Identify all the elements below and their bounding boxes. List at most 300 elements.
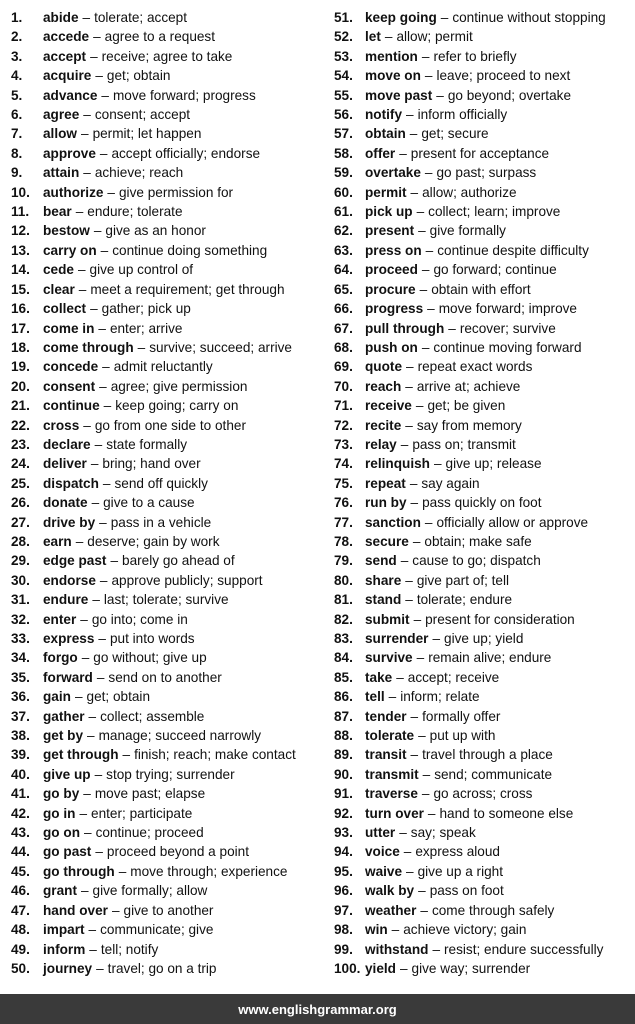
item-number: 23.: [11, 436, 30, 452]
list-item: [334, 47, 634, 66]
item-number: 19.: [11, 359, 30, 375]
list-item: [334, 629, 634, 648]
item-definition: remain alive; endure: [428, 650, 552, 666]
item-number: 41.: [11, 786, 30, 802]
item-definition: inform; relate: [400, 689, 480, 705]
item-word: get by: [43, 728, 84, 744]
item-word: recite: [365, 417, 402, 433]
item-dash: –: [95, 844, 103, 860]
item-definition: give part of; tell: [416, 572, 510, 588]
list-item: [11, 27, 326, 46]
item-definition: give way; surrender: [411, 960, 531, 976]
item-word: transit: [365, 747, 407, 763]
item-number: 93.: [334, 825, 353, 841]
item-word: push on: [365, 339, 418, 355]
item-word: journey: [43, 960, 93, 976]
item-definition: inform officially: [417, 107, 508, 123]
item-number: 65.: [334, 281, 353, 297]
item-word: abide: [43, 10, 79, 25]
list-item: [334, 163, 634, 182]
list-item: [334, 8, 634, 27]
item-definition: continue; proceed: [95, 825, 204, 841]
item-definition: put up with: [429, 728, 496, 744]
item-number: 38.: [11, 728, 30, 744]
item-definition: express aloud: [415, 844, 500, 860]
item-number: 32.: [11, 611, 30, 627]
list-item: [334, 551, 634, 570]
item-number: 87.: [334, 708, 353, 724]
item-definition: officially allow or approve: [436, 514, 589, 530]
item-word: quote: [365, 359, 402, 375]
list-item: [334, 784, 634, 803]
list-item: [11, 707, 326, 726]
list-item: [334, 590, 634, 609]
item-definition: consent; accept: [94, 107, 191, 123]
item-dash: –: [406, 107, 414, 123]
item-definition: present for consideration: [425, 611, 575, 627]
item-number: 36.: [11, 689, 30, 705]
item-dash: –: [406, 359, 414, 375]
item-definition: tolerate; accept: [94, 10, 188, 25]
item-number: 14.: [11, 262, 30, 278]
item-number: 74.: [334, 456, 353, 472]
item-word: acquire: [43, 68, 92, 84]
item-word: press on: [365, 242, 422, 258]
list-item: [334, 862, 634, 881]
item-dash: –: [399, 960, 408, 976]
list-item: [334, 454, 634, 473]
item-number: 5.: [11, 87, 23, 103]
item-definition: finish; reach; make contact: [134, 747, 296, 763]
list-item: [334, 357, 634, 376]
item-dash: –: [102, 359, 110, 375]
item-number: 15.: [11, 281, 30, 297]
item-number: 48.: [11, 922, 30, 938]
item-dash: –: [89, 941, 97, 957]
item-definition: get; be given: [427, 398, 506, 414]
item-word: approve: [43, 145, 96, 161]
item-dash: –: [424, 165, 433, 181]
item-number: 43.: [11, 825, 30, 841]
item-definition: hand to someone else: [439, 805, 574, 821]
item-dash: –: [391, 922, 400, 938]
list-item: [11, 920, 326, 939]
item-word: gather: [43, 708, 85, 724]
list-item: [334, 959, 634, 978]
item-word: obtain: [365, 126, 406, 142]
item-number: 86.: [334, 689, 353, 705]
item-definition: come through safely: [431, 902, 555, 918]
item-dash: –: [101, 87, 109, 103]
item-definition: enter; participate: [91, 805, 193, 821]
list-item: [334, 221, 634, 240]
list-item: [11, 299, 326, 318]
list-item: [334, 299, 634, 318]
item-dash: –: [84, 825, 92, 841]
item-word: overtake: [365, 165, 421, 181]
list-item: [11, 940, 326, 959]
item-number: 61.: [334, 204, 353, 220]
item-definition: say again: [421, 475, 480, 491]
item-definition: arrive at; achieve: [416, 378, 521, 394]
item-definition: stop trying; surrender: [106, 766, 235, 782]
item-definition: meet a requirement; get through: [90, 281, 285, 297]
item-definition: move past; elapse: [94, 786, 206, 802]
item-word: transmit: [365, 766, 419, 782]
item-definition: deserve; gain by work: [87, 533, 220, 549]
item-definition: say from memory: [416, 417, 522, 433]
item-dash: –: [111, 902, 120, 918]
item-word: win: [365, 922, 388, 938]
item-word: yield: [365, 960, 396, 976]
item-dash: –: [122, 747, 131, 763]
item-dash: –: [93, 223, 102, 239]
item-dash: –: [78, 281, 87, 297]
item-definition: give up; yield: [444, 631, 524, 646]
list-item: [11, 804, 326, 823]
item-definition: give to another: [123, 902, 214, 918]
item-dash: –: [98, 320, 106, 336]
list-item: [11, 124, 326, 143]
item-word: authorize: [43, 184, 104, 200]
list-item: [11, 86, 326, 105]
item-dash: –: [384, 29, 393, 45]
item-dash: –: [413, 611, 422, 627]
item-dash: –: [83, 417, 91, 433]
item-number: 27.: [11, 514, 30, 530]
item-dash: –: [419, 281, 428, 297]
item-dash: –: [405, 592, 413, 608]
list-item: [334, 648, 634, 667]
item-dash: –: [110, 553, 119, 569]
list-item: [334, 726, 634, 745]
item-number: 69.: [334, 359, 353, 375]
item-number: 35.: [11, 669, 30, 685]
item-definition: give to a cause: [103, 495, 195, 511]
list-item: [334, 513, 634, 532]
item-word: impart: [43, 922, 85, 938]
item-word: hand over: [43, 902, 108, 918]
list-item: [334, 338, 634, 357]
item-definition: recover; survive: [459, 320, 556, 336]
item-definition: continue moving forward: [433, 339, 582, 355]
item-word: move past: [365, 87, 433, 103]
list-item: [11, 610, 326, 629]
item-word: sanction: [365, 514, 421, 530]
item-number: 72.: [334, 417, 353, 433]
item-number: 75.: [334, 475, 353, 491]
item-dash: –: [96, 960, 104, 976]
item-dash: –: [83, 786, 91, 802]
item-definition: formally offer: [422, 708, 501, 724]
item-dash: –: [399, 825, 407, 841]
item-word: take: [365, 669, 393, 685]
item-dash: –: [99, 145, 108, 161]
item-number: 34.: [11, 650, 30, 666]
item-word: cross: [43, 417, 80, 433]
item-word: endorse: [43, 572, 96, 588]
item-dash: –: [99, 514, 107, 530]
item-number: 20.: [11, 378, 30, 394]
item-number: 81.: [334, 592, 353, 608]
list-item: [11, 319, 326, 338]
item-word: relay: [365, 436, 397, 452]
item-word: notify: [365, 107, 402, 123]
item-word: agree: [43, 107, 80, 123]
item-dash: –: [421, 48, 430, 64]
item-word: go past: [43, 844, 92, 860]
item-definition: continue without stopping: [452, 10, 606, 25]
item-dash: –: [416, 650, 425, 666]
item-dash: –: [425, 242, 434, 258]
item-word: voice: [365, 844, 400, 860]
list-item: [11, 648, 326, 667]
item-word: go in: [43, 805, 76, 821]
list-item: [11, 338, 326, 357]
item-definition: leave; proceed to next: [436, 68, 571, 84]
item-word: share: [365, 572, 402, 588]
item-dash: –: [87, 728, 95, 744]
item-number: 60.: [334, 184, 353, 200]
list-item: [11, 435, 326, 454]
item-dash: –: [403, 844, 412, 860]
item-dash: –: [412, 533, 421, 549]
item-definition: tell; notify: [100, 941, 159, 957]
item-definition: pass quickly on foot: [422, 495, 542, 511]
list-item: [11, 144, 326, 163]
item-word: proceed: [365, 262, 418, 278]
item-number: 7.: [11, 126, 23, 142]
item-definition: move forward; progress: [112, 87, 256, 103]
item-definition: manage; succeed narrowly: [98, 728, 262, 744]
item-word: receive: [365, 398, 412, 414]
item-number: 89.: [334, 747, 353, 763]
item-definition: allow; permit: [396, 29, 473, 45]
item-word: enter: [43, 611, 77, 627]
item-dash: –: [90, 301, 98, 317]
item-number: 50.: [11, 960, 30, 976]
item-definition: go past; surpass: [436, 165, 537, 181]
item-definition: give up control of: [89, 262, 194, 278]
item-word: advance: [43, 87, 98, 103]
item-word: present: [365, 223, 415, 239]
item-dash: –: [410, 184, 419, 200]
list-item: [334, 319, 634, 338]
item-word: tender: [365, 708, 407, 724]
item-definition: pass in a vehicle: [110, 514, 212, 530]
item-number: 64.: [334, 262, 353, 278]
item-dash: –: [427, 301, 435, 317]
item-definition: repeat exact words: [417, 359, 533, 375]
list-item: [11, 260, 326, 279]
item-dash: –: [415, 398, 424, 414]
item-dash: –: [94, 766, 103, 782]
site-url: www.englishgrammar.org: [238, 1001, 397, 1017]
item-number: 70.: [334, 378, 353, 394]
item-definition: send off quickly: [114, 475, 208, 491]
item-word: inform: [43, 941, 86, 957]
list-item: [334, 668, 634, 687]
list-item: [11, 357, 326, 376]
item-definition: barely go ahead of: [122, 553, 235, 569]
item-number: 83.: [334, 631, 353, 646]
item-word: get through: [43, 747, 119, 763]
list-item: [11, 416, 326, 435]
list-item: [334, 124, 634, 143]
item-number: 12.: [11, 223, 30, 239]
item-number: 99.: [334, 941, 353, 957]
item-number: 44.: [11, 844, 30, 860]
item-dash: –: [424, 514, 433, 530]
item-number: 67.: [334, 320, 353, 336]
list-item: [11, 726, 326, 745]
item-dash: –: [405, 417, 413, 433]
item-definition: achieve victory; gain: [403, 922, 527, 938]
item-word: donate: [43, 495, 88, 511]
item-word: let: [365, 29, 381, 45]
item-dash: –: [432, 941, 440, 957]
item-word: express: [43, 631, 95, 646]
item-number: 88.: [334, 728, 353, 744]
item-word: run by: [365, 495, 407, 511]
item-word: offer: [365, 145, 396, 161]
item-dash: –: [107, 184, 115, 200]
item-dash: –: [410, 495, 419, 511]
item-definition: pass on foot: [429, 883, 504, 899]
item-number: 30.: [11, 572, 30, 588]
item-number: 2.: [11, 29, 23, 45]
list-item: [11, 823, 326, 842]
list-item: [11, 493, 326, 512]
item-dash: –: [82, 10, 91, 25]
item-dash: –: [102, 475, 111, 491]
item-definition: keep going; carry on: [115, 398, 239, 414]
item-word: pull through: [365, 320, 445, 336]
item-definition: send; communicate: [434, 766, 553, 782]
item-word: traverse: [365, 786, 418, 802]
item-definition: receive; agree to take: [101, 48, 233, 64]
item-word: deliver: [43, 456, 87, 472]
item-dash: –: [421, 262, 430, 278]
item-dash: –: [440, 10, 449, 25]
item-dash: –: [433, 456, 442, 472]
item-dash: –: [83, 165, 91, 181]
item-number: 3.: [11, 48, 23, 64]
item-word: surrender: [365, 631, 429, 646]
list-item: [334, 823, 634, 842]
item-number: 91.: [334, 786, 353, 802]
item-definition: go without; give up: [93, 650, 207, 666]
item-number: 97.: [334, 902, 353, 918]
item-definition: pass on; transmit: [412, 436, 516, 452]
footer-bar: [0, 994, 635, 1024]
item-dash: –: [396, 669, 404, 685]
item-number: 18.: [11, 339, 30, 355]
item-definition: allow; authorize: [422, 184, 517, 200]
item-definition: get; secure: [421, 126, 489, 142]
item-dash: –: [421, 786, 430, 802]
item-number: 82.: [334, 611, 353, 627]
list-item: [334, 920, 634, 939]
item-word: walk by: [365, 883, 415, 899]
item-definition: approve publicly; support: [111, 572, 263, 588]
item-definition: get; obtain: [106, 68, 171, 84]
item-dash: –: [388, 689, 397, 705]
item-dash: –: [409, 126, 418, 142]
item-number: 10.: [11, 184, 30, 200]
item-definition: agree; give permission: [110, 378, 248, 394]
item-number: 11.: [11, 204, 30, 220]
item-definition: obtain with effort: [431, 281, 531, 297]
item-dash: –: [418, 223, 426, 239]
list-item: [11, 202, 326, 221]
item-number: 92.: [334, 805, 353, 821]
item-dash: –: [420, 902, 428, 918]
item-dash: –: [98, 631, 106, 646]
list-item: [11, 241, 326, 260]
item-number: 90.: [334, 766, 353, 782]
item-word: weather: [365, 902, 417, 918]
item-dash: –: [406, 863, 414, 879]
item-definition: present for acceptance: [410, 145, 550, 161]
item-definition: collect; learn; improve: [428, 204, 561, 220]
item-word: move on: [365, 68, 421, 84]
item-dash: –: [79, 805, 88, 821]
item-word: continue: [43, 398, 100, 414]
list-item: [334, 804, 634, 823]
item-word: submit: [365, 611, 410, 627]
item-number: 96.: [334, 883, 353, 899]
list-item: [11, 280, 326, 299]
item-number: 77.: [334, 514, 353, 530]
item-definition: refer to briefly: [433, 48, 517, 64]
item-dash: –: [405, 572, 413, 588]
item-number: 6.: [11, 107, 23, 123]
list-item: [334, 280, 634, 299]
item-definition: get; obtain: [86, 689, 151, 705]
item-dash: –: [90, 48, 98, 64]
item-word: go through: [43, 863, 115, 879]
item-word: consent: [43, 378, 96, 394]
list-item: [11, 765, 326, 784]
item-dash: –: [95, 68, 103, 84]
item-definition: bring; hand over: [102, 456, 201, 472]
item-number: 62.: [334, 223, 353, 239]
list-item: [334, 377, 634, 396]
item-dash: –: [92, 592, 100, 608]
item-definition: state formally: [106, 436, 188, 452]
item-number: 68.: [334, 339, 353, 355]
item-definition: move forward; improve: [438, 301, 577, 317]
item-number: 53.: [334, 48, 353, 64]
item-number: 58.: [334, 145, 353, 161]
item-dash: –: [74, 689, 83, 705]
item-definition: give up a right: [417, 863, 503, 879]
list-item: [11, 745, 326, 764]
item-definition: accept; receive: [407, 669, 500, 685]
item-word: attain: [43, 165, 80, 181]
item-number: 45.: [11, 863, 30, 879]
item-dash: –: [99, 378, 107, 394]
item-number: 78.: [334, 533, 353, 549]
item-word: relinquish: [365, 456, 430, 472]
item-number: 1.: [11, 10, 23, 25]
item-definition: accept officially; endorse: [111, 145, 261, 161]
item-word: waive: [365, 863, 403, 879]
list-item: [11, 513, 326, 532]
list-item: [11, 687, 326, 706]
item-definition: obtain; make safe: [424, 533, 532, 549]
